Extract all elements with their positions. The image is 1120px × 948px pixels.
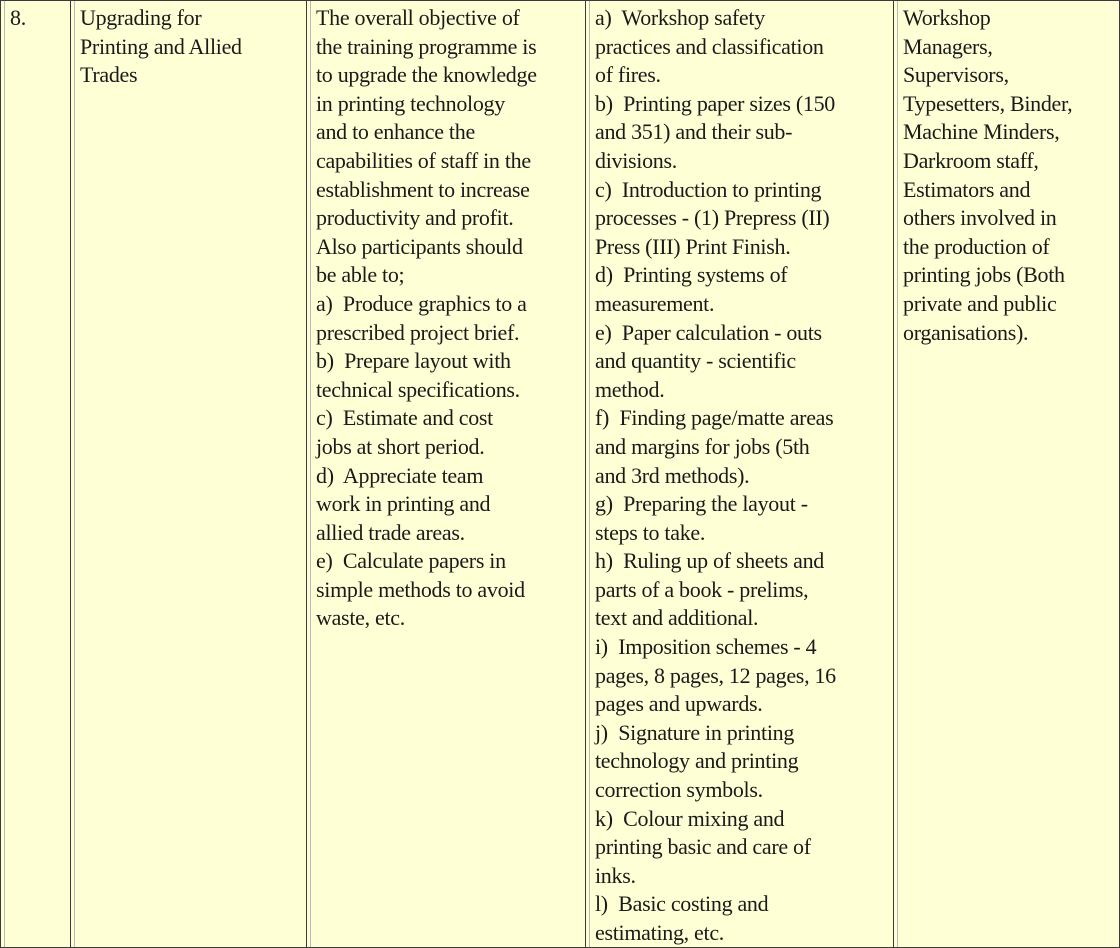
contents-line: inks.: [595, 862, 636, 888]
contents-line: i) Imposition schemes - 4: [595, 634, 817, 660]
contents-line: a) Workshop safety: [595, 5, 765, 30]
contents-line: method.: [595, 376, 665, 402]
objectives-line: technical specifications.: [316, 376, 520, 402]
contents-line: pages and upwards.: [595, 691, 763, 717]
contents-line: processes - (1) Prepress (II): [595, 205, 830, 231]
objectives-line: The overall objective of: [316, 5, 520, 30]
objectives-line: Also participants should: [316, 233, 523, 259]
participants-line: organisations).: [903, 319, 1029, 345]
cell-border: [4, 1, 70, 947]
course-title-line: Trades: [80, 62, 138, 88]
course-title-cell: [71, 1, 307, 947]
cell-border: [74, 1, 306, 947]
cell-border: [589, 1, 893, 947]
contents-line: printing basic and care of: [595, 834, 811, 860]
contents-line: parts of a book - prelims,: [595, 576, 809, 602]
cell-border: [310, 1, 585, 947]
participants-cell: [894, 1, 1120, 947]
participants-line: Managers,: [903, 33, 993, 59]
objectives-line: waste, etc.: [316, 605, 405, 631]
contents-line: and 3rd methods).: [595, 462, 750, 488]
contents-line: g) Preparing the layout -: [595, 491, 808, 517]
objectives-line: productivity and profit.: [316, 205, 514, 231]
contents-line: f) Finding page/matte areas: [595, 405, 834, 431]
cell-border: [897, 1, 1120, 947]
objectives-line: simple methods to avoid: [316, 576, 525, 602]
objectives-line: d) Appreciate team: [316, 462, 484, 488]
contents-line: text and additional.: [595, 605, 759, 631]
participants-line: Estimators and: [903, 176, 1031, 202]
objectives-line: establishment to increase: [316, 176, 530, 202]
course-title-line: Upgrading for: [80, 5, 202, 30]
contents-line: and quantity - scientific: [595, 348, 796, 374]
participants-line: Typesetters, Binder,: [903, 90, 1073, 116]
objectives-line: c) Estimate and cost: [316, 405, 493, 431]
participants-line: Machine Minders,: [903, 119, 1060, 145]
objectives-line: e) Calculate papers in: [316, 548, 506, 574]
contents-line: h) Ruling up of sheets and: [595, 548, 824, 574]
contents-line: j) Signature in printing: [595, 719, 795, 745]
objectives-line: prescribed project brief.: [316, 319, 520, 345]
participants-line: printing jobs (Both: [903, 262, 1065, 288]
contents-line: measurement.: [595, 290, 715, 316]
number-cell: [1, 1, 71, 947]
contents-line: c) Introduction to printing: [595, 176, 822, 202]
objectives-line: work in printing and: [316, 491, 491, 517]
objectives-line: allied trade areas.: [316, 519, 465, 545]
contents-line: and 351) and their sub-: [595, 119, 793, 145]
contents-text: [590, 1, 893, 948]
objectives-cell: [307, 1, 586, 947]
participants-line: Darkroom staff,: [903, 147, 1039, 173]
objectives-line: b) Prepare layout with: [316, 348, 511, 374]
objectives-line: be able to;: [316, 262, 405, 288]
objectives-line: a) Produce graphics to a: [316, 290, 527, 316]
contents-line: technology and printing: [595, 748, 799, 774]
participants-line: private and public: [903, 290, 1057, 316]
contents-line: practices and classification: [595, 33, 824, 59]
contents-line: divisions.: [595, 147, 677, 173]
objectives-line: the training programme is: [316, 33, 537, 59]
course-title-text: [75, 1, 306, 90]
contents-cell: [586, 1, 894, 947]
objectives-line: capabilities of staff in the: [316, 147, 531, 173]
contents-line: Press (III) Print Finish.: [595, 233, 791, 259]
participants-line: Supervisors,: [903, 62, 1009, 88]
contents-line: k) Colour mixing and: [595, 805, 785, 831]
contents-line: correction symbols.: [595, 777, 763, 803]
number-text: [5, 1, 70, 33]
contents-line: l) Basic costing and: [595, 891, 769, 917]
contents-line: and margins for jobs (5th: [595, 433, 810, 459]
objectives-line: in printing technology: [316, 90, 505, 116]
participants-line: Workshop: [903, 5, 991, 30]
objectives-line: jobs at short period.: [316, 433, 485, 459]
row-number: 8.: [10, 5, 26, 30]
participants-line: others involved in: [903, 205, 1057, 231]
contents-line: b) Printing paper sizes (150: [595, 90, 835, 116]
contents-line: of fires.: [595, 62, 661, 88]
participants-text: [898, 1, 1120, 347]
objectives-line: to upgrade the knowledge: [316, 62, 537, 88]
objectives-line: and to enhance the: [316, 119, 475, 145]
contents-line: d) Printing systems of: [595, 262, 788, 288]
objectives-text: [311, 1, 585, 633]
contents-line: e) Paper calculation - outs: [595, 319, 822, 345]
contents-line: steps to take.: [595, 519, 706, 545]
contents-line: pages, 8 pages, 12 pages, 16: [595, 662, 836, 688]
course-title-line: Printing and Allied: [80, 33, 242, 59]
participants-line: the production of: [903, 233, 1050, 259]
contents-line: estimating, etc.: [595, 920, 724, 945]
